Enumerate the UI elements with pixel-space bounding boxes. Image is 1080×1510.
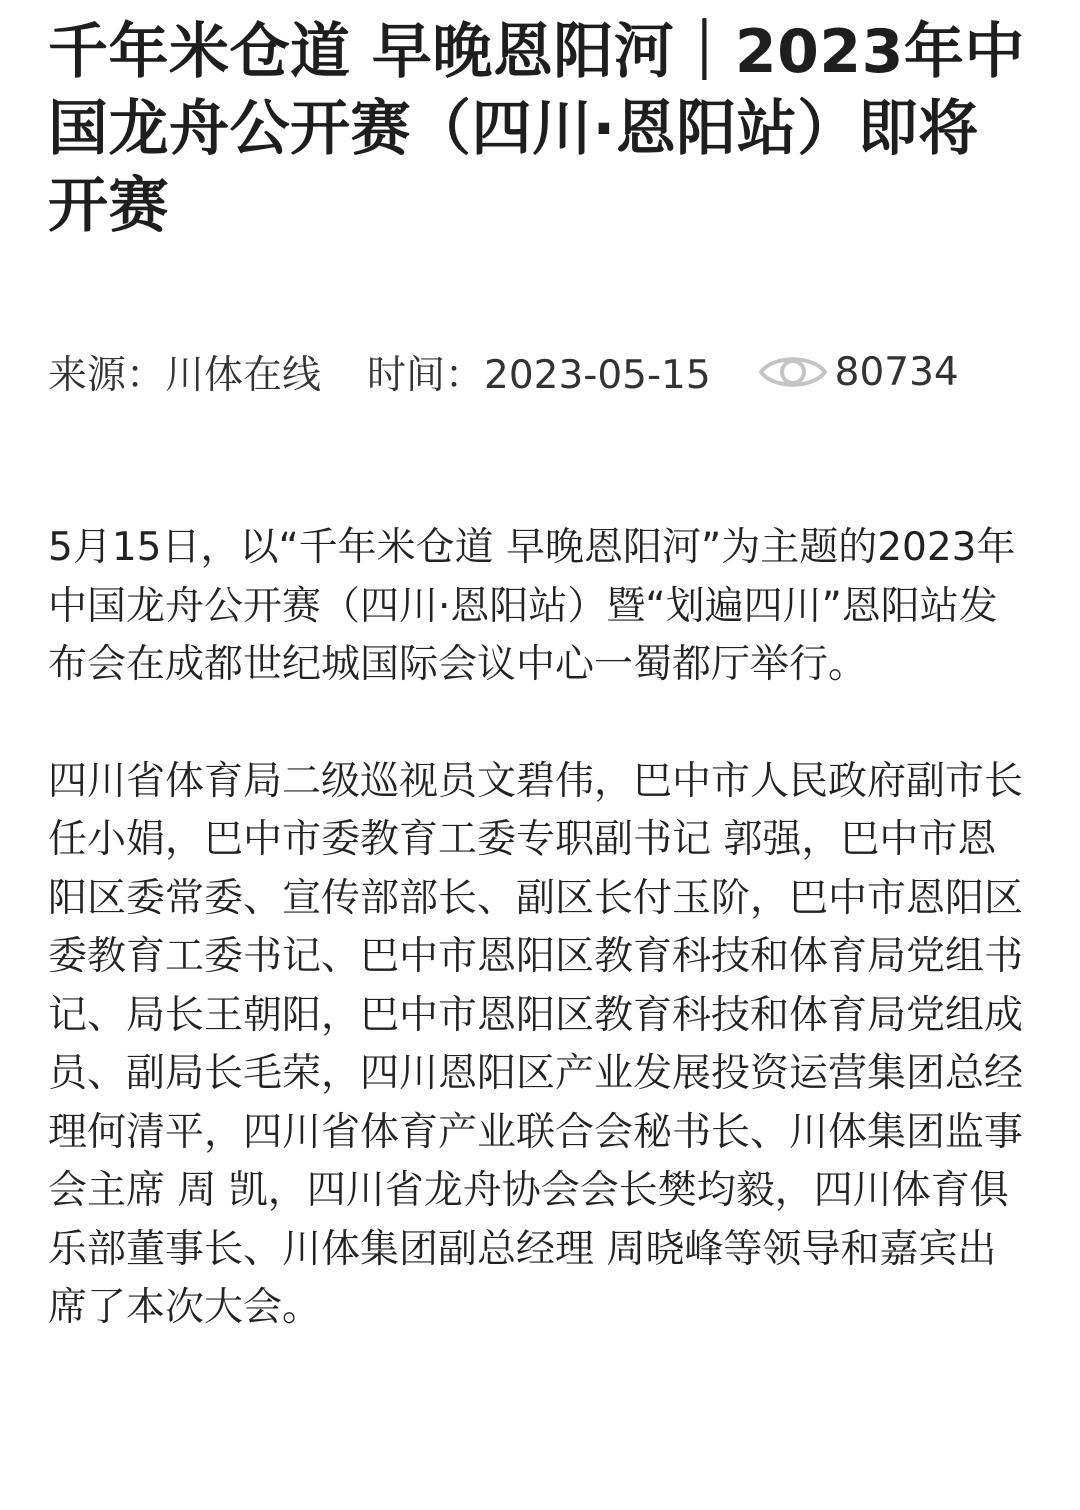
article-body <box>48 519 1033 1396</box>
paragraph-2: 四川省体育局二级巡视员文碧伟，巴中市人民政府副市长任小娟，巴中市委教育工委专职副书记 郭强，巴中市恩阳区委常委、宣传部部长、副区长付玉阶，巴中市恩阳区委教育工委书记、巴中市恩阳区教育科技和体育局党组书记、局长王朝阳，巴中市恩阳区教育科技和体育局党组成员、副局长毛荣，四川恩阳区产业发展投资运营集团总经理何清平，四川省体育产业联合会秘书长、川体集团监事会主席 周 凯，四川省龙舟协会会长樊均毅，四川体育俱乐部董事长、川体集团副总经理 周晓峰等领导和嘉宾出席了本次大会。 <box>48 758 1024 1330</box>
article-meta <box>48 346 959 398</box>
paragraph-1: 5月15日，以“千年米仓道 早晚恩阳河”为主题的2023年中国龙舟公开赛（四川·恩阳站）暨“划遍四川”恩阳站发布会在成都世纪城国际会议中心一蜀都厅举行。 <box>48 525 1016 687</box>
source-label: 来源：川体在线 <box>48 353 322 398</box>
eye-icon <box>757 350 829 394</box>
publish-time: 时间：2023-05-15 <box>367 353 711 398</box>
article-header <box>48 14 1038 245</box>
view-count: 80734 <box>834 349 959 395</box>
article-title: 千年米仓道 早晚恩阳河｜2023年中国龙舟公开赛（四川·恩阳站）即将开赛 <box>48 17 1025 241</box>
